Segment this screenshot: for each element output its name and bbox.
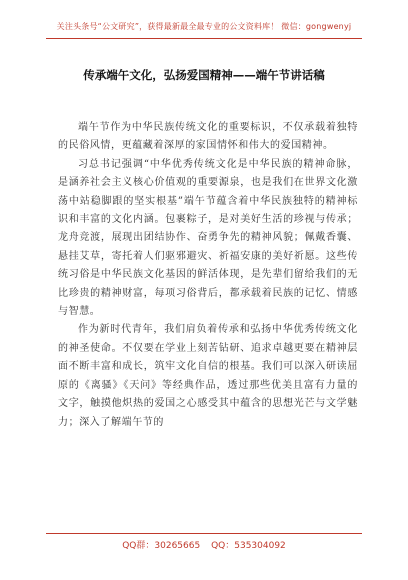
header-banner: 关注头条号“公文研究”，获得最新最全最专业的公文资料库！ 微信：gongwenyj [56,22,352,31]
footer-qq-contact: QQ：535304092 [211,541,286,551]
footer-qq-group: QQ群：30265665 [122,541,201,551]
paragraph-3: 作为新时代青年，我们肩负着传承和弘扬中华优秀传统文化的神圣使命。不仅要在学业上刻苦钻研、追求卓越更要在精神层面不断丰富和成长，筑牢文化自信的根基。我们可以深入研读屈原的《离骚》《天问》等经典作品，透过那些优美且富有力量的文字，触摸他炽热的爱国之心感受其中蕴含的思想光芒与文学魅力；深入了解端午节的 [58,324,358,428]
footer-divider [46,533,362,534]
footer [0,538,408,551]
header-divider [46,38,362,39]
paragraph-2: 习总书记强调“中华优秀传统文化是中华民族的精神命脉，是涵养社会主义核心价值观的重要源泉，也是我们在世界文化激荡中站稳脚跟的坚实根基”端午节蕴含着中华民族独特的精神标识和丰富的文化内涵。包裹粽子，是对美好生活的珍视与传承；龙舟竞渡，展现出团结协作、奋勇争先的精神风貌；佩戴香囊、悬挂艾草，寄托着人们驱邪避灾、祈福安康的美好祈愿。这些传统习俗是中华民族文化基因的鲜活体现，是先辈们留给我们的无比珍贵的精神财富，每项习俗背后，都承载着民族的记忆、情感与智慧。 [58,158,358,318]
document-body [58,119,358,432]
paragraph-1: 端午节作为中华民族传统文化的重要标识，不仅承载着独特的民俗风情，更蕴藏着深厚的家国情怀和伟大的爱国精神。 [58,122,358,152]
document-title: 传承端午文化，弘扬爱国精神——端午节讲话稿 [83,68,325,82]
